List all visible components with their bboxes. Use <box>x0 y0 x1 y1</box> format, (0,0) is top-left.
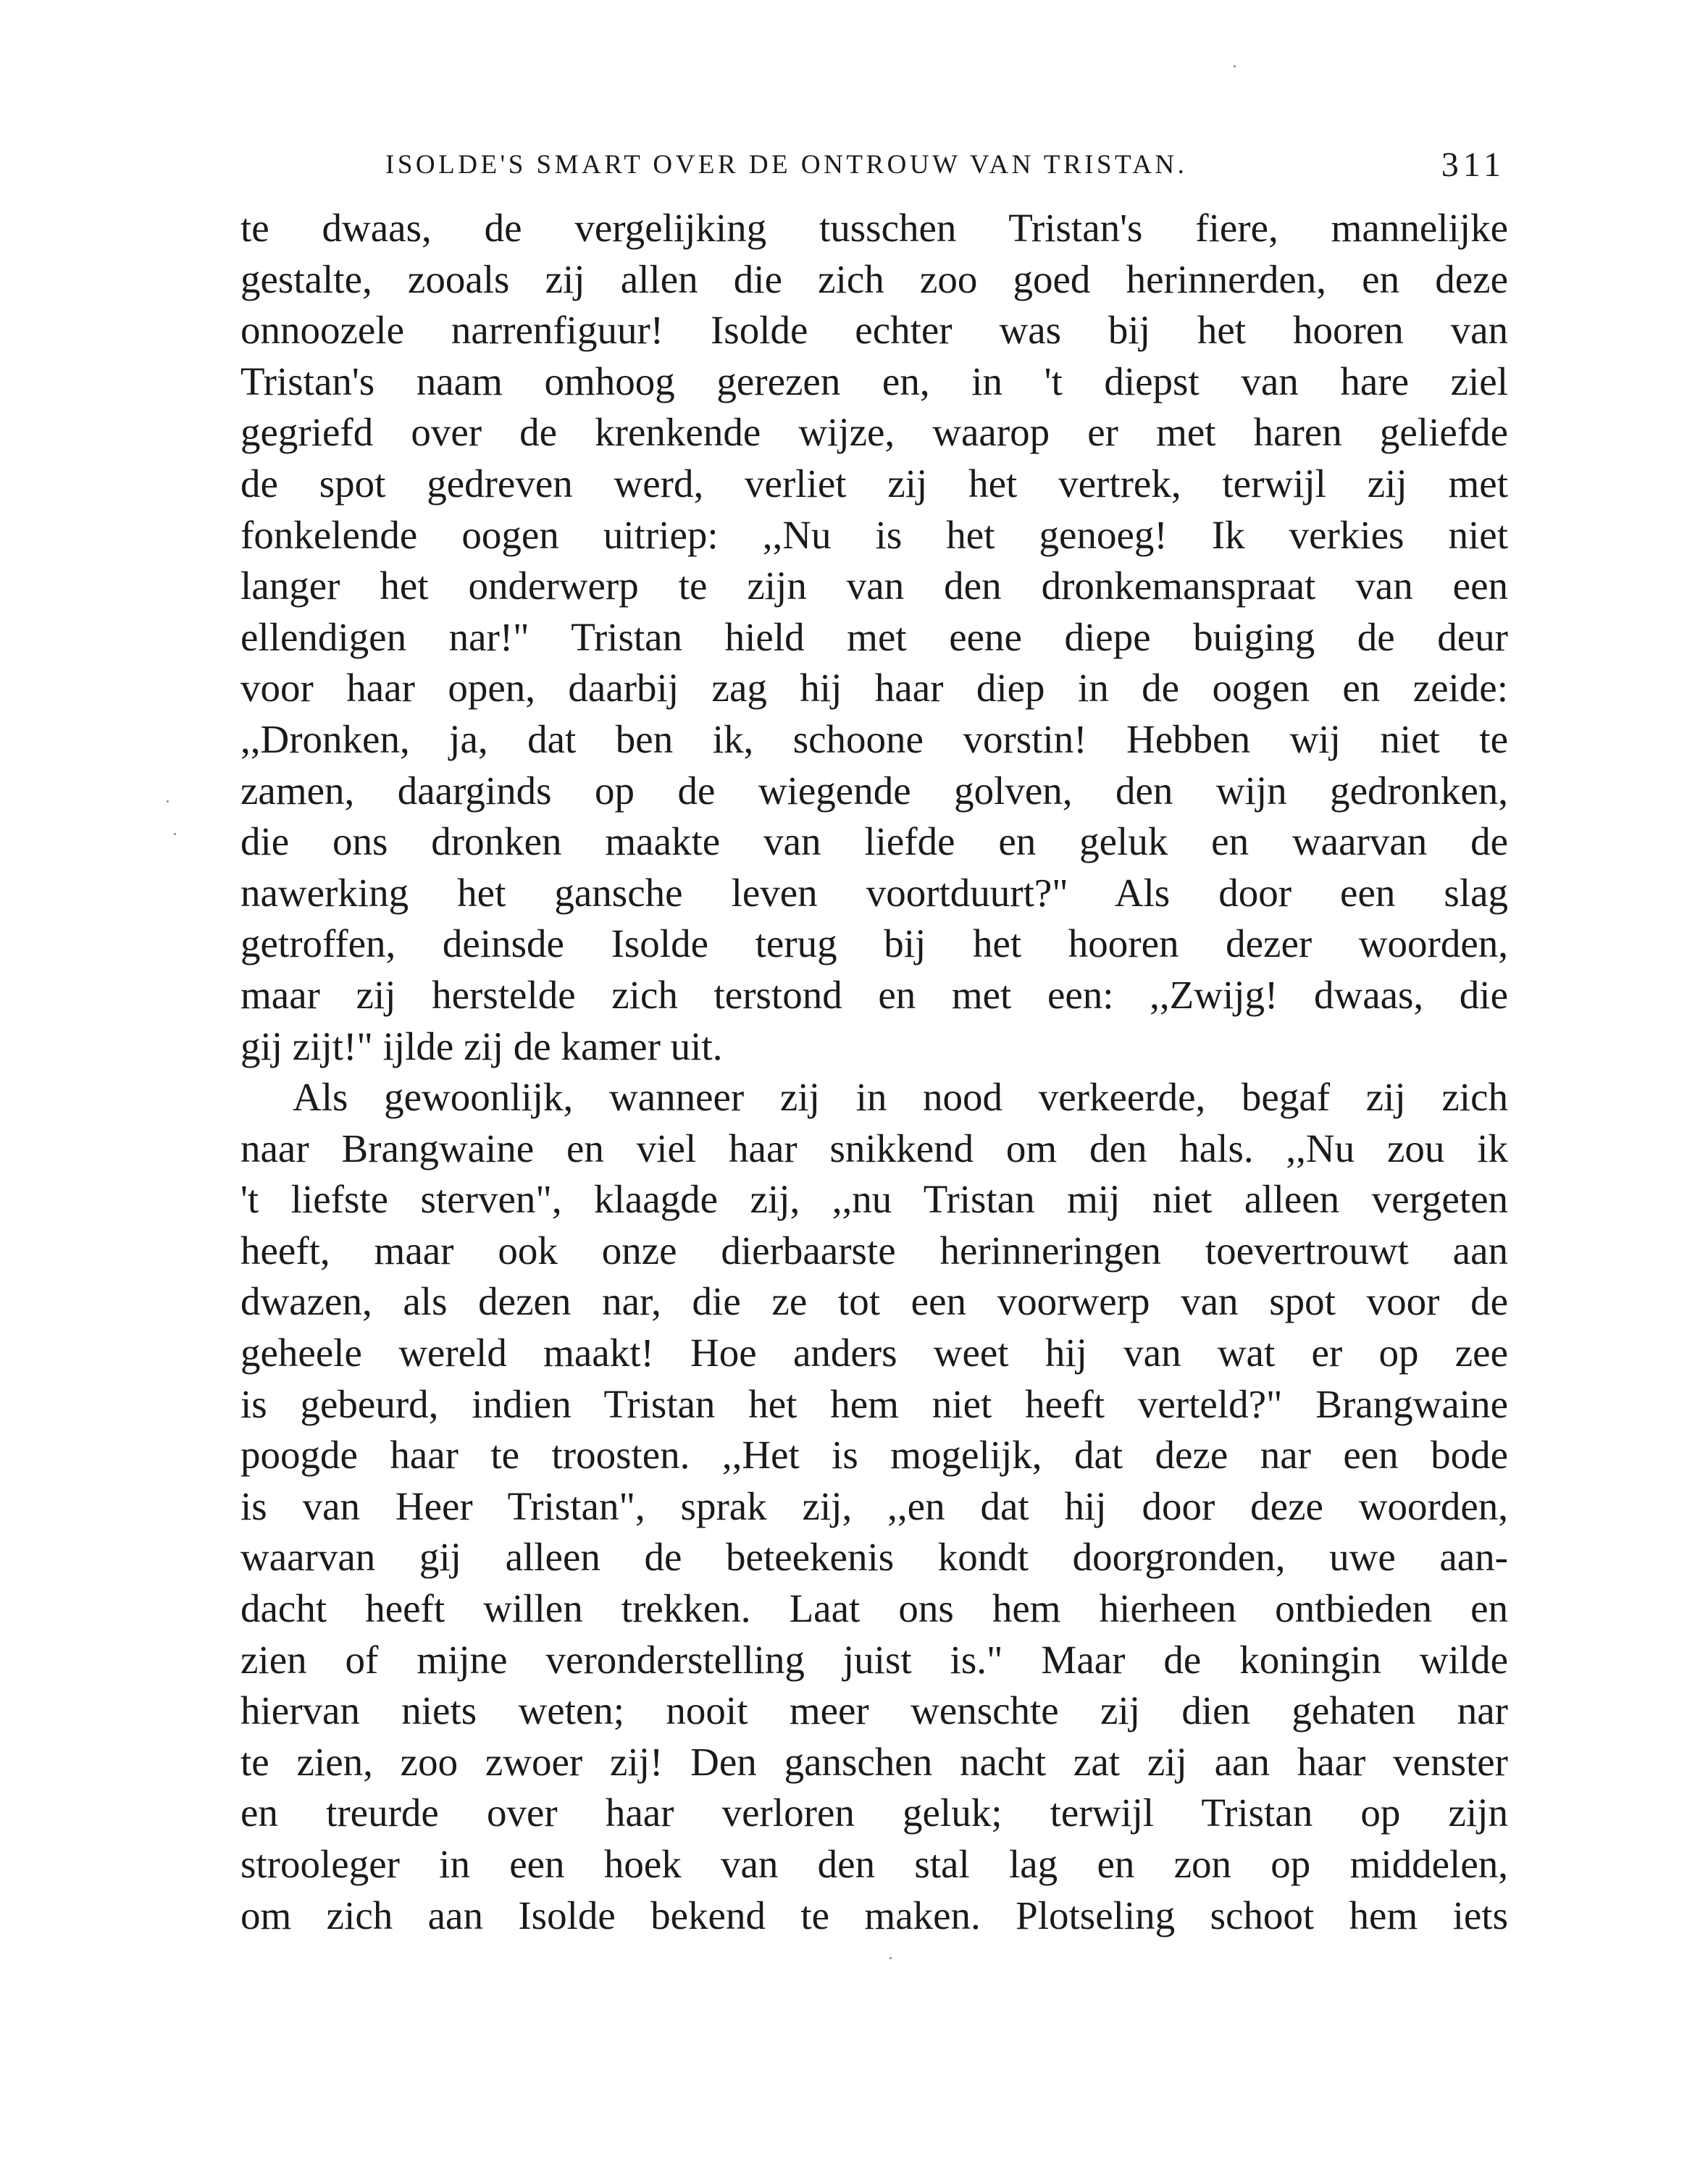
text-line: om zich aan Isolde bekend te maken. Plotseling schoot hem iets <box>240 1893 1508 1938</box>
text-line: de spot gedreven werd, verliet zij het vertrek, terwijl zij met <box>240 461 1508 506</box>
text-line: is gebeurd, indien Tristan het hem niet heeft verteld?" Brangwaine <box>240 1381 1508 1426</box>
text-line: dwazen, als dezen nar, die ze tot een voorwerp van spot voor de <box>240 1279 1508 1324</box>
paragraph <box>240 203 1508 1072</box>
text-line: gij zijt!" ijlde zij de kamer uit. <box>240 1023 723 1068</box>
text-line: poogde haar te troosten. ,,Het is mogelijk, dat deze nar een bode <box>240 1433 1508 1478</box>
text-line: onnoozele narrenfiguur! Isolde echter was bij het hooren van <box>240 308 1508 353</box>
running-head <box>385 143 1505 187</box>
paper-speck <box>889 1957 892 1959</box>
text-line: dacht heeft willen trekken. Laat ons hem hierheen ontbieden en <box>240 1586 1508 1631</box>
text-line: die ons dronken maakte van liefde en geluk en waarvan de <box>240 819 1508 864</box>
text-line: 't liefste sterven", klaagde zij, ,,nu Tristan mij niet alleen vergeten <box>240 1177 1508 1222</box>
text-line: waarvan gij alleen de beteekenis kondt doorgronden, uwe aan- <box>240 1535 1508 1580</box>
text-line: te dwaas, de vergelijking tusschen Tristan's fiere, mannelijke <box>240 206 1508 250</box>
text-line: Als gewoonlijk, wanneer zij in nood verkeerde, begaf zij zich <box>293 1075 1508 1120</box>
text-line: voor haar open, daarbij zag hij haar diep in de oogen en zeide: <box>240 666 1508 711</box>
text-line: is van Heer Tristan", sprak zij, ,,en dat hij door deze woorden, <box>240 1483 1508 1528</box>
paper-speck <box>1234 65 1236 67</box>
text-line: ,,Dronken, ja, dat ben ik, schoone vorstin! Hebben wij niet te <box>240 716 1508 761</box>
text-line: hiervan niets weten; nooit meer wenschte zij dien gehaten nar <box>240 1688 1508 1733</box>
text-line: te zien, zoo zwoer zij! Den ganschen nacht zat zij aan haar venster <box>240 1739 1508 1784</box>
paper-speck <box>174 833 176 835</box>
paper-speck <box>167 800 169 803</box>
paragraph <box>240 1072 1508 1941</box>
text-line: nawerking het gansche leven voortduurt?" Als door een slag <box>240 870 1508 915</box>
text-line: zamen, daarginds op de wiegende golven, den wijn gedronken, <box>240 768 1508 813</box>
text-line: heeft, maar ook onze dierbaarste herinneringen toevertrouwt aan <box>240 1228 1508 1273</box>
text-line: gegriefd over de krenkende wijze, waarop er met haren geliefde <box>240 410 1508 455</box>
running-title: ISOLDE'S SMART OVER DE ONTROUW VAN TRISTAN. <box>385 150 1188 180</box>
text-line: zien of mijne veronderstelling juist is." Maar de koningin wilde <box>240 1637 1508 1682</box>
text-line: maar zij herstelde zich terstond en met een: ,,Zwijg! dwaas, die <box>240 972 1508 1017</box>
text-line: getroffen, deinsde Isolde terug bij het hooren dezer woorden, <box>240 921 1508 966</box>
text-line: gestalte, zooals zij allen die zich zoo goed herinnerden, en deze <box>240 256 1508 301</box>
text-line: Tristan's naam omhoog gerezen en, in 't diepst van hare ziel <box>240 359 1508 403</box>
text-line: ellendigen nar!" Tristan hield met eene diepe buiging de deur <box>240 614 1508 659</box>
text-line: langer het onderwerp te zijn van den dronkemanspraat van een <box>240 564 1508 608</box>
text-line: strooleger in een hoek van den stal lag en zon op middelen, <box>240 1842 1508 1886</box>
page-number: 311 <box>1441 146 1505 184</box>
body-text <box>240 203 1508 1941</box>
text-line: naar Brangwaine en viel haar snikkend om den hals. ,,Nu zou ik <box>240 1126 1508 1170</box>
text-line: fonkelende oogen uitriep: ,,Nu is het genoeg! Ik verkies niet <box>240 512 1508 557</box>
text-line: en treurde over haar verloren geluk; terwijl Tristan op zijn <box>240 1790 1508 1835</box>
text-line: geheele wereld maakt! Hoe anders weet hij van wat er op zee <box>240 1331 1508 1375</box>
